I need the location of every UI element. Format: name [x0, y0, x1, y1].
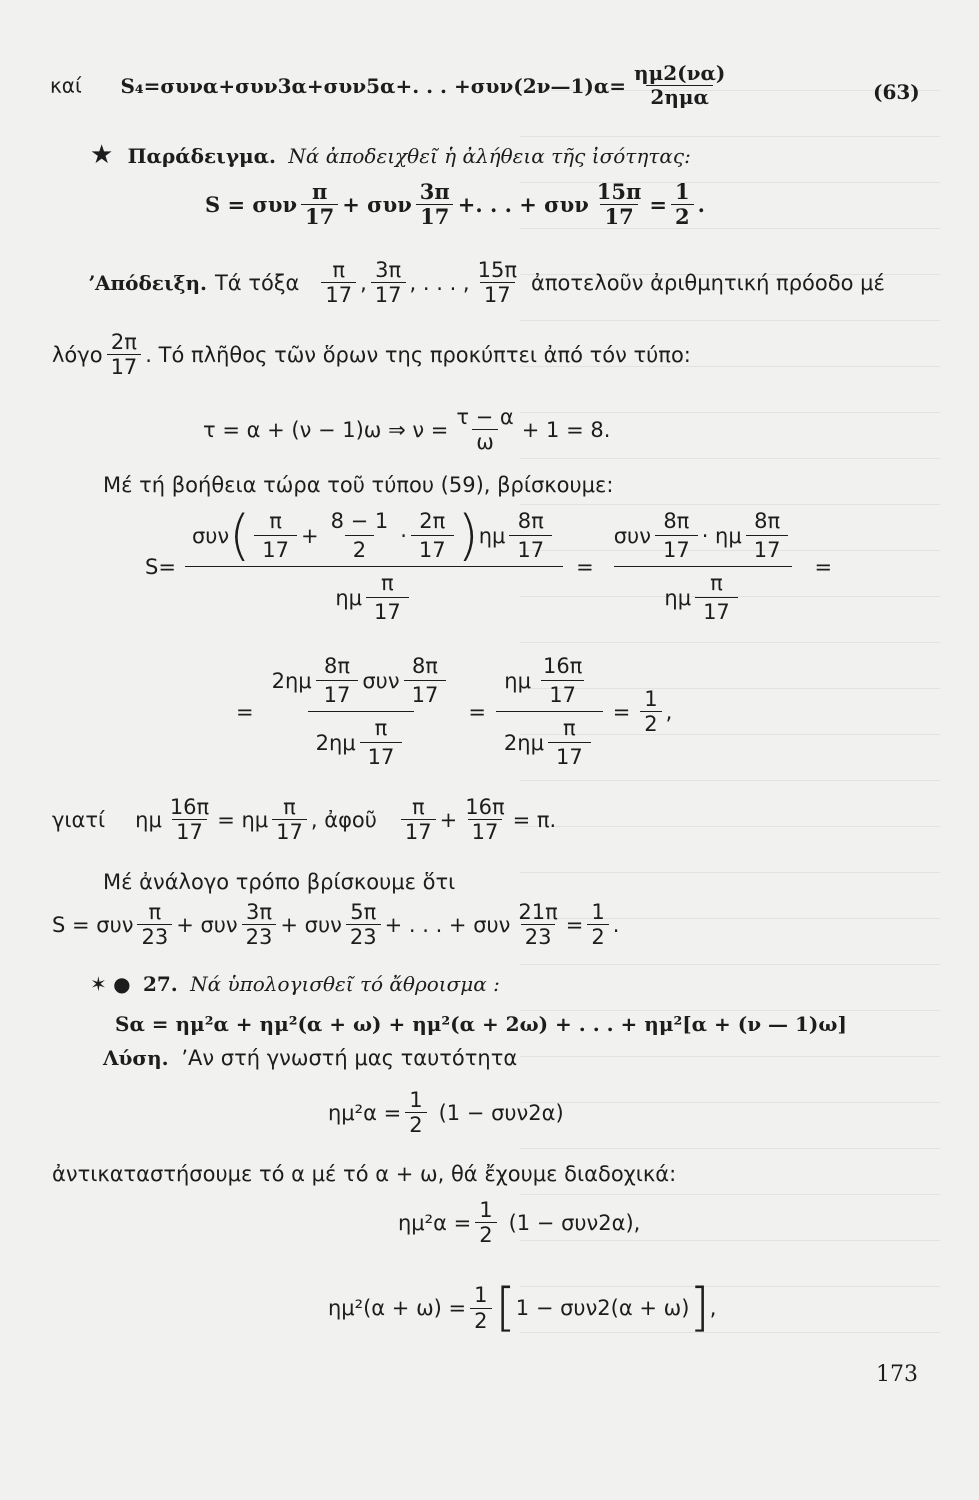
formula-63: [50, 62, 733, 109]
fraction-denominator: 17: [254, 535, 297, 564]
fraction-denominator: 17: [655, 535, 698, 564]
eq-text: + 1 = 8.: [521, 417, 611, 442]
fraction-numerator: π: [710, 571, 723, 596]
eq-text: +: [439, 807, 458, 832]
eq-text: .: [697, 192, 705, 218]
exercise-number: 27.: [142, 972, 178, 996]
frac-pi-17: [301, 180, 338, 229]
solution-title: Λύση.: [103, 1046, 169, 1070]
solution-text: ʼΑν στή γνωστή μας ταυτότητα: [181, 1046, 518, 1070]
proof-text: , . . . ,: [409, 270, 470, 295]
exercise-text: Νά ὑπολογισθεῖ τό ἄθροισμα :: [190, 972, 500, 996]
eq-text: ημ: [335, 585, 362, 610]
big-fraction-left: [184, 505, 564, 629]
eq-text: S = συν: [52, 912, 134, 937]
fraction-numerator: 15π: [596, 179, 642, 204]
solution-text-2: ἀντικαταστήσουμε τό α μέ τό α + ω, θά ἔχουμε διαδοχικά:: [52, 1162, 677, 1186]
fraction-numerator: τ − α: [456, 405, 514, 429]
star-icon: ★: [90, 140, 114, 170]
successive-line-2: ημ²(α + ω) = $\frac{1}{2}$ [ 1 − συν2(α + ω) ] ,: [328, 1278, 717, 1338]
frac-pi-17: [321, 258, 356, 307]
eq-text: S=: [145, 554, 176, 579]
eq-text: ημ: [135, 807, 162, 832]
fraction-denominator: 17: [321, 282, 356, 307]
frac-1-2: [475, 1198, 496, 1247]
frac-8pi-17: [655, 507, 698, 564]
fraction-denominator: 17: [746, 535, 789, 564]
eq-text: =: [612, 699, 631, 724]
fraction-numerator: 8π: [754, 509, 781, 533]
fraction-denominator: 17: [468, 819, 503, 844]
equation-tag: (63): [873, 80, 920, 104]
fraction-denominator: 17: [548, 742, 591, 771]
fraction-denominator: 17: [401, 819, 436, 844]
fraction-denominator: 17: [695, 597, 738, 626]
fraction-numerator: [496, 650, 602, 711]
frac-8pi-17: [316, 652, 359, 709]
fraction-numerator: π: [381, 571, 394, 596]
fraction-numerator: 1: [474, 1283, 488, 1308]
fraction-numerator: π: [374, 716, 388, 741]
frac-5pi-23: [346, 900, 381, 949]
fraction-numerator: 1: [675, 179, 690, 204]
fraction-numerator: 8 − 1: [330, 509, 389, 533]
fraction-denominator: 2: [475, 1222, 496, 1247]
fraction-denominator: 17: [600, 204, 637, 229]
fraction-numerator: 16π: [542, 654, 583, 678]
eq-text: τ = α + (ν − 1)ω ⇒ ν =: [203, 417, 449, 442]
fraction-denominator: 2: [640, 711, 661, 736]
eq-text: · ημ: [701, 523, 742, 548]
fraction-denominator: 17: [416, 204, 453, 229]
fraction-denominator: 17: [480, 282, 515, 307]
eq-text: + συν: [342, 192, 412, 218]
fraction-numerator: 3π: [419, 179, 450, 204]
fraction-numerator: π: [311, 179, 328, 204]
fraction-numerator: 1: [409, 1088, 423, 1112]
frac-pi-17: [401, 795, 436, 844]
fraction-denominator: 23: [521, 924, 556, 949]
eq-text: =: [468, 699, 486, 724]
frac-pi-17: [366, 569, 409, 626]
frac-15pi-17: [593, 180, 646, 229]
fraction-numerator: π: [332, 258, 346, 282]
formula-lhs: S₄=συνα+συν3α+συν5α+. . . +συν(2ν—1)α=: [120, 73, 627, 98]
successive-line-1: [398, 1198, 640, 1247]
eq-text: = π.: [512, 807, 557, 832]
fraction-denominator: 17: [301, 204, 338, 229]
frac-1-2: [470, 1283, 491, 1332]
eq-text: ·: [400, 523, 407, 548]
fraction-numerator: π: [269, 509, 282, 533]
eq-text: 2ημ: [271, 668, 312, 693]
fraction-numerator: συν ( $\frac{\pi}{17}$ + $\frac{8 - 1}{2}$ · $\frac{2\pi}{17}$ ) ημ $\frac{8\pi}{17}$: [184, 505, 564, 566]
fraction-denominator: [185, 566, 562, 628]
eq-text: + . . . + συν: [384, 912, 511, 937]
formula-63-body: [120, 62, 733, 109]
formula-63-fraction: [630, 62, 729, 109]
eq-text: , ἀφοῦ: [310, 807, 377, 832]
eq-text: S = συν: [205, 192, 298, 218]
frac-15pi-17: [474, 258, 521, 307]
eq-text: =: [576, 554, 594, 579]
fraction-numerator: 2π: [110, 330, 137, 354]
eq-text: ημ²α =: [328, 1100, 402, 1125]
big-fraction-right: [606, 505, 801, 629]
fraction-denominator: ω: [472, 429, 498, 454]
fraction-numerator: π: [411, 795, 425, 819]
eq-text: ,: [709, 1296, 717, 1320]
frac-1-2: [587, 900, 608, 949]
s-expression-2: [236, 650, 672, 774]
fraction-numerator: 8π: [324, 654, 351, 678]
proof-text: ἀποτελοῦν ἀριθμητική πρόοδο μέ: [530, 270, 885, 295]
fraction-denominator: 23: [346, 924, 381, 949]
proof-line-1: ʼΑπόδειξη. Τά τόξα $\frac{\pi}{17}$ , $\frac{3\pi}{17}$ , . . . , $\frac{15\pi}{17}$ ἀποτελοῦν ἀριθμητική πρόοδο μέ: [88, 258, 885, 308]
frac-16pi-17: [535, 652, 590, 709]
fraction-denominator: [496, 711, 603, 773]
eq-text: = ημ: [217, 807, 269, 832]
fraction-numerator: ημ2(να): [634, 61, 726, 85]
eq-text: .: [612, 912, 620, 937]
example-equation: [205, 180, 705, 229]
nu-equation: [203, 405, 610, 454]
similar-text: Μέ ἀνάλογο τρόπο βρίσκουμε ὅτι: [103, 870, 456, 894]
fraction-denominator: 17: [360, 742, 403, 771]
eq-text: +. . . + συν: [457, 192, 589, 218]
eq-text: ημ²α =: [398, 1210, 472, 1235]
proof-text: Τά τόξα: [214, 270, 300, 295]
proof-text: . Τό πλῆθος τῶν ὅρων της προκύπτει ἀπό τόν τύπο:: [145, 342, 691, 367]
eq-text: (1 − συν2α),: [508, 1210, 641, 1235]
eq-text: 2ημ: [315, 730, 356, 755]
frac-pi-17: [272, 795, 307, 844]
eq-text: =: [236, 699, 254, 724]
because-line: [52, 795, 556, 844]
frac-pi-17: [360, 714, 403, 771]
eq-text: 2ημ: [503, 730, 544, 755]
eq-text: + συν: [176, 912, 238, 937]
eq-text: ημ: [478, 523, 506, 548]
fraction-denominator: 2ημα: [646, 85, 713, 109]
proof-line-2: [52, 330, 691, 379]
fraction-numerator: [264, 650, 459, 711]
eq-text: ημ: [664, 585, 692, 610]
proof-title: ʼΑπόδειξη.: [88, 270, 207, 295]
frac-8pi-17: [509, 507, 552, 564]
eq-text: ημ²(α + ω) =: [328, 1296, 467, 1320]
example-title: Παράδειγμα.: [127, 144, 277, 168]
eq-text: ημ: [504, 668, 531, 693]
fraction-denominator: 17: [371, 282, 406, 307]
fraction-denominator: 17: [509, 535, 552, 564]
frac-2pi-17: [411, 507, 454, 564]
fraction-numerator: 2π: [419, 509, 446, 533]
frac-1-2: [405, 1088, 426, 1137]
frac-pi-17: [548, 714, 591, 771]
fraction-numerator: 5π: [350, 900, 377, 924]
fraction-denominator: 23: [137, 924, 172, 949]
fraction-denominator: 2: [671, 204, 694, 229]
fraction-denominator: 17: [411, 535, 454, 564]
fraction-denominator: 2: [405, 1112, 426, 1137]
exercise-27-heading: [90, 972, 500, 996]
fraction-numerator: [606, 505, 801, 566]
eq-text: συν: [191, 523, 230, 548]
proof-text: λόγο: [52, 342, 103, 367]
eq-text: =: [814, 554, 833, 579]
fraction-denominator: 17: [366, 597, 409, 626]
fraction-denominator: 17: [541, 680, 584, 709]
frac-pi-17: [254, 507, 297, 564]
fraction-numerator: 16π: [465, 795, 505, 819]
fraction-denominator: 17: [107, 354, 142, 379]
frac-3pi-17: [416, 180, 454, 229]
frac-tau-alpha-omega: [452, 405, 517, 454]
identity-equation: [328, 1088, 564, 1137]
exercise-marks-icon: ✶ ●: [90, 972, 131, 996]
eq-text: 1 − συν2(α + ω): [515, 1296, 690, 1320]
fraction-numerator: π: [283, 795, 296, 819]
fraction-denominator: 23: [242, 924, 277, 949]
frac-3pi-17: [371, 258, 406, 307]
fraction-numerator: 8π: [517, 509, 544, 533]
frac-pi-23: [137, 900, 172, 949]
formula-lead: καί: [50, 73, 82, 98]
fraction-numerator: 3π: [375, 258, 402, 282]
fraction-numerator: 8π: [411, 654, 438, 678]
frac-3pi-23: [242, 900, 277, 949]
frac-16pi-17: [461, 795, 508, 844]
frac-1-2: [671, 180, 694, 229]
frac-1-2: [640, 687, 661, 736]
eq-text: =: [565, 912, 584, 937]
fraction-denominator: 17: [172, 819, 207, 844]
frac-16pi-17: [166, 795, 213, 844]
fraction-numerator: 1: [479, 1198, 493, 1222]
fraction-denominator: [308, 711, 415, 773]
fraction-numerator: 8π: [663, 509, 690, 533]
eq-text: ,: [665, 699, 673, 724]
proof-line-3: Μέ τή βοήθεια τώρα τοῦ τύπου (59), βρίσκουμε:: [103, 473, 614, 497]
frac-pi-17: [695, 569, 738, 626]
exercise-27-formula: Sα = ημ²α + ημ²(α + ω) + ημ²(α + 2ω) + . . . + ημ²[α + (ν — 1)ω]: [115, 1012, 847, 1036]
eq-text: συν: [613, 523, 651, 548]
fraction-denominator: 2: [470, 1308, 491, 1333]
fraction-denominator: 2: [345, 535, 374, 564]
eq-text: (1 − συν2α): [438, 1100, 564, 1125]
fraction-denominator: 2: [587, 924, 608, 949]
frac-8pi-17: [746, 507, 789, 564]
s-expression-1: [145, 505, 832, 629]
frac-2pi-17: [107, 330, 142, 379]
fraction-numerator: π: [562, 716, 576, 741]
eq-text: =: [649, 192, 667, 218]
fraction-numerator: 1: [644, 687, 658, 712]
example-text: Νά ἀποδειχθεῖ ἡ ἀλήθεια τῆς ἰσότητας:: [288, 144, 691, 168]
fraction-numerator: 16π: [169, 795, 210, 819]
fraction-numerator: 1: [591, 900, 605, 924]
page-number: 173: [876, 1362, 918, 1387]
eq-text: συν: [362, 668, 400, 693]
eq-text: + συν: [280, 912, 342, 937]
fraction-denominator: 17: [316, 680, 359, 709]
fraction-denominator: 17: [404, 680, 447, 709]
fraction-numerator: 3π: [246, 900, 273, 924]
frac-8pi-17: [404, 652, 447, 709]
frac-21pi-23: [514, 900, 561, 949]
because-word: γιατί: [52, 807, 106, 832]
solution-line: [103, 1046, 517, 1070]
fraction-denominator: 17: [272, 819, 307, 844]
eq-text: +: [300, 523, 319, 548]
fraction-denominator: [614, 566, 791, 628]
example-heading: [90, 140, 691, 170]
big-fraction-a: [264, 650, 459, 774]
fraction-numerator: π: [148, 900, 162, 924]
frac-8m1-2: [323, 507, 397, 564]
fraction-numerator: 21π: [518, 900, 558, 924]
big-fraction-b: [496, 650, 603, 774]
similar-equation: [52, 900, 619, 949]
fraction-numerator: 15π: [477, 258, 517, 282]
